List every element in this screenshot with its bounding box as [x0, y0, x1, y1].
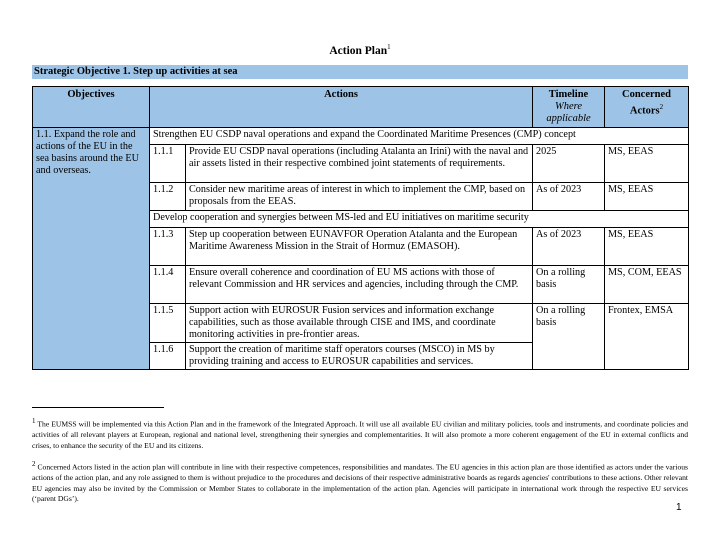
action-number: 1.1.1 — [150, 145, 186, 183]
header-actions: Actions — [150, 87, 533, 128]
action-text: Support action with EUROSUR Fusion services and information exchange capabilities, such as those available through CISE and IMS, and coordinate monitoring activities in pre-frontier areas. — [186, 304, 533, 343]
section-row — [33, 128, 689, 145]
action-number: 1.1.3 — [150, 228, 186, 266]
header-timeline: Timeline Where applicable — [533, 87, 605, 128]
footnote-1: $^1$ The EUMSS will be implemented via this Action Plan and in the framework of the Integrated Approach. It will use all available EU civilian and military policies, tools and instruments, and coordinate policies and activities of all relevant players at European, regional and national level, strengthening their synergies and complementarities. It will also promote a more coherent engagement of the EU in external conflicts and crises, to enhance the security of the EU and its citizens. — [32, 417, 688, 450]
action-text: Support the creation of maritime staff operators courses (MSCO) in MS by providing training and access to EUROSUR capabilities and services. — [186, 343, 533, 370]
table-header-row — [33, 87, 689, 128]
action-number: 1.1.2 — [150, 183, 186, 211]
action-actors: Frontex, EMSA — [605, 304, 689, 370]
action-timeline: As of 2023 — [533, 183, 605, 211]
action-actors: MS, EEAS — [605, 228, 689, 266]
objective-cell: 1.1. Expand the role and actions of the EU in the sea basins around the EU and overseas. — [33, 128, 150, 370]
footnote-ref-1: 1 — [387, 43, 391, 51]
action-text: Provide EU CSDP naval operations (including Atalanta an Irini) with the naval and air assets listed in their respective combined joint statements of requirements. — [186, 145, 533, 183]
action-actors: MS, EEAS — [605, 183, 689, 211]
action-text: Step up cooperation between EUNAVFOR Operation Atalanta and the European Maritime Awareness Mission in the Strait of Hormuz (EMASOH). — [186, 228, 533, 266]
action-number: 1.1.5 — [150, 304, 186, 343]
action-timeline: On a rolling basis — [533, 304, 605, 370]
page-title: Action Plan$^1$ — [329, 43, 391, 57]
action-timeline: On a rolling basis — [533, 266, 605, 304]
action-text: Consider new maritime areas of interest in which to implement the CMP, based on proposals from the EEAS. — [186, 183, 533, 211]
section-heading: Develop cooperation and synergies between MS-led and EU initiatives on maritime security — [150, 211, 689, 228]
action-plan-table — [32, 86, 689, 370]
action-number: 1.1.4 — [150, 266, 186, 304]
strategic-objective-heading: Strategic Objective 1. Step up activities at sea — [32, 65, 688, 79]
footnote-2: $^2$ Concerned Actors listed in the action plan will contribute in line with their respective competences, responsibilities and mandates. The EU agencies in this action plan are those identified as actors under the various actions of the action plan, and any role assigned to them is without prejudice to the procedures and decisions of their respective administrative boards as regards agencies' contributions to these actions. Other relevant EU agencies may also be invited by the Commission or Member States to collaborate in the implementation of the action plan. Agencies will participate in international work through the respective EU services (‘parent DGs’). — [32, 460, 688, 504]
action-text: Ensure overall coherence and coordination of EU MS actions with those of relevant Commission and HR services and agencies, including through the CMP. — [186, 266, 533, 304]
header-concerned-actors: Concerned Actors$^2$ — [605, 87, 689, 128]
footnote-separator — [32, 407, 164, 408]
action-actors: MS, EEAS — [605, 145, 689, 183]
page-number: 1 — [676, 502, 682, 513]
header-objectives: Objectives — [33, 87, 150, 128]
action-number: 1.1.6 — [150, 343, 186, 370]
action-timeline: 2025 — [533, 145, 605, 183]
action-actors: MS, COM, EEAS — [605, 266, 689, 304]
section-heading: Strengthen EU CSDP naval operations and expand the Coordinated Maritime Presences (CMP) concept — [150, 128, 689, 145]
action-timeline: As of 2023 — [533, 228, 605, 266]
